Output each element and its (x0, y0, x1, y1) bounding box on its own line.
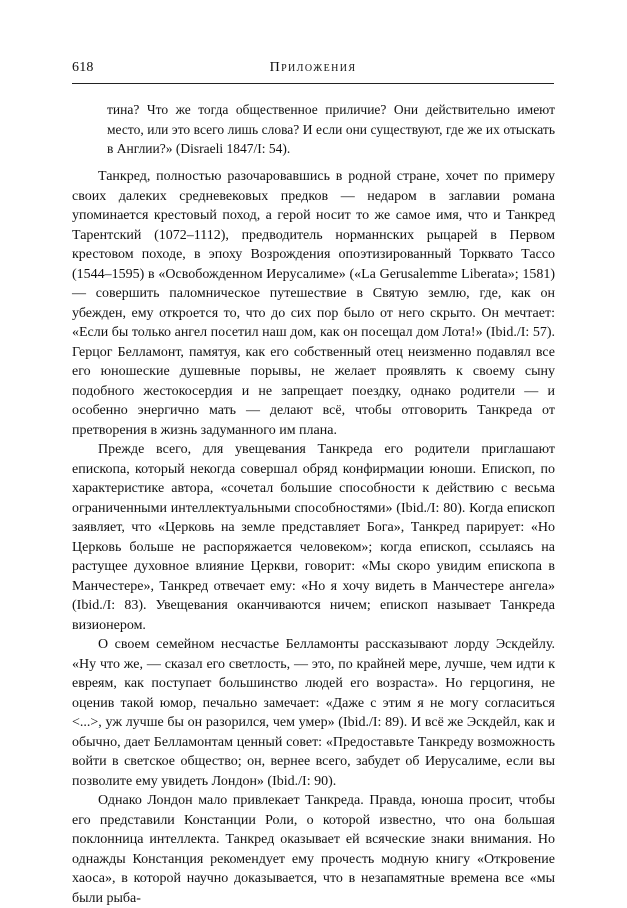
paragraph: Прежде всего, для увещевания Танкреда его родители приглашают епископа, который некогда совершал обряд конфирмации юноши. Епископ, по характеристике автора, «сочетал большие способности к действию с весьма ограниченными интеллектуальными способностями» (Ibid./I: 80). Когда епископ заявляет, что «Церковь на земле представляет Бога», Танкред парирует: «Но Церковь больше не распоряжается человеком»; когда епископ, ссылаясь на растущее духовное влияние Церкви, говорит: «Мы скоро увидим епископа в Манчестере», Танкред отвечает ему: «Но я хочу видеть в Манчестере ангела» (Ibid./I: 83). Увещевания оканчиваются ничем; епископ называет Танкреда визионером. (72, 442, 555, 633)
paragraph: Однако Лондон мало привлекает Танкреда. Правда, юноша просит, чтобы его представили Констанции Роли, о которой известно, что она большая поклонница интеллекта. Танкред оказывает ей всяческие знаки внимания. Но однажды Констанция рекомендует ему прочесть модную книгу «Откровение хаоса», в которой научно доказывается, что в незапамятные времена все «мы были рыба- (72, 793, 555, 906)
page-number: 618 (72, 60, 94, 75)
header-rule (72, 83, 554, 84)
body-text (72, 167, 555, 908)
running-header (72, 60, 554, 80)
block-quote: тина? Что же тогда общественное приличие? Они действительно имеют место, или это всего лишь слова? И если они существуют, где же их отыскать в Англии?» (Disraeli 1847/I: 54). (107, 102, 555, 156)
running-title: Приложения (269, 60, 357, 75)
paragraph: Танкред, полностью разочаровавшись в родной стране, хочет по примеру своих далеких средневековых предков — недаром в заглавии романа упоминается крестовый поход, а герой носит то же самое имя, что и Танкред Тарентский (1072–1112), предводитель норманнских рыцарей в Первом крестовом походе, в эпоху Возрождения опоэтизированный Торквато Тассо (1544–1595) в «Освобожденном Иерусалиме» («La Gerusalemme Liberata»; 1581) — совершить паломническое путешествие в Святую землю, где, как он убежден, ему откроется то, что до сих пор было от него скрыто. Он мечтает: «Если бы только ангел посетил наш дом, как он посещал дом Лота!» (Ibid./I: 57). Герцог Белламонт, памятуя, как его собственный отец неизменно подавлял все его юношеские душевные порывы, не желает проявлять к своему сыну подобного жестокосердия и не запрещает поездку, однако родители — и особенно энергично мать — делают всё, чтобы отговорить Танкреда от претворения в жизнь задуманного им плана. (72, 169, 555, 438)
paragraph: О своем семейном несчастье Белламонты рассказывают лорду Эскдейлу. «Ну что же, — сказал его светлость, — это, по крайней мере, лучше, чем идти к евреям, как поступает большинство людей его возраста». Но герцогиня, не оценив такой юмор, печально замечает: «Даже с этим я не могу согласиться <...>, уж лучше бы он разорился, чем умер» (Ibid./I: 89). И всё же Эскдейл, как и обычно, дает Белламонтам ценный совет: «Предоставьте Танкреду возможность войти в светское общество; он, вернее всего, забудет об Иерусалиме, если вы позволите ему увидеть Лондон» (Ibid./I: 90). (72, 637, 555, 789)
